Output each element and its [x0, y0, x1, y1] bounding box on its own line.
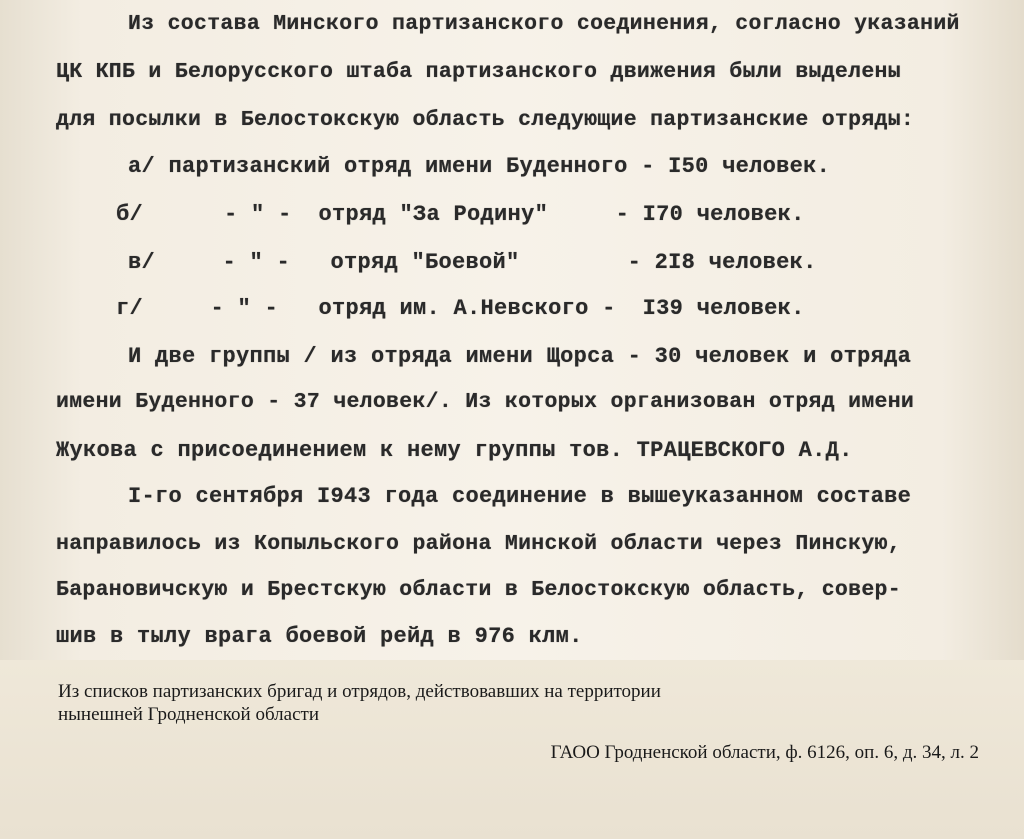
doc-line-13: Барановичскую и Брестскую области в Белостокскую область, совер- [56, 578, 901, 602]
caption-line-2: нынешней Гродненской области [58, 704, 319, 725]
doc-line-2: ЦК КПБ и Белорусского штаба партизанского движения были выделены [56, 60, 901, 84]
doc-line-6: в/ - " - отряд "Боевой" - 2I8 человек. [128, 250, 817, 275]
doc-line-14: шив в тылу врага боевой рейд в 976 клм. [56, 624, 583, 649]
archive-source: ГАОО Гродненской области, ф. 6126, оп. 6, д. 34, л. 2 [550, 742, 979, 763]
doc-line-3: для посылки в Белостокскую область следующие партизанские отряды: [56, 108, 915, 132]
doc-line-1: Из состава Минского партизанского соединения, согласно указаний [128, 12, 960, 36]
doc-line-4: а/ партизанский отряд имени Буденного - I50 человек. [128, 154, 831, 179]
doc-line-5: б/ - " - отряд "За Родину" - I70 человек. [116, 202, 805, 227]
doc-line-8: И две группы / из отряда имени Щорса - 30 человек и отряда [128, 344, 912, 369]
doc-line-12: направилось из Копыльского района Минской области через Пинскую, [56, 532, 901, 556]
caption-line-1: Из списков партизанских бригад и отрядов, действовавших на территории [58, 681, 661, 702]
doc-line-11: I-го сентября I943 года соединение в вышеуказанном составе [128, 484, 912, 509]
image-caption [58, 680, 958, 726]
doc-line-7: г/ - " - отряд им. А.Невского - I39 человек. [116, 296, 805, 321]
doc-line-9: имени Буденного - 37 человек/. Из которых организован отряд имени [56, 390, 915, 414]
doc-line-10: Жукова с присоединением к нему группы тов. ТРАЦЕВСКОГО А.Д. [56, 438, 853, 463]
